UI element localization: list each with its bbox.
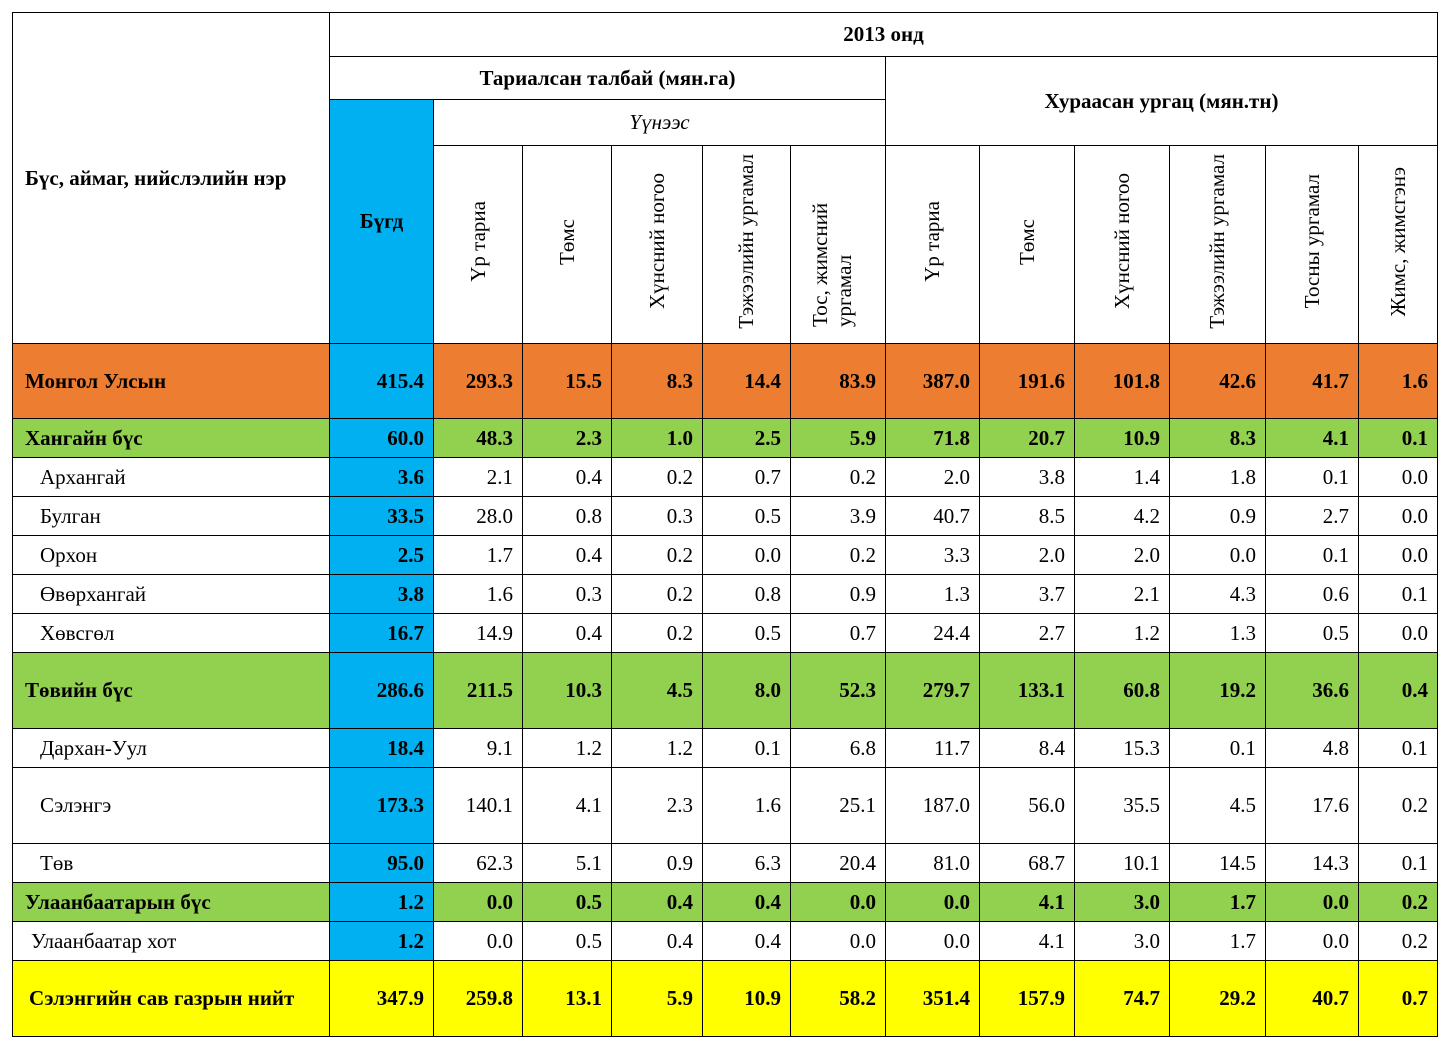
value-cell: 13.1 <box>523 961 612 1037</box>
value-cell: 14.9 <box>434 614 523 653</box>
value-cell: 1.8 <box>1170 458 1266 497</box>
value-cell: 0.5 <box>523 922 612 961</box>
value-cell: 0.1 <box>1359 419 1438 458</box>
table-row <box>13 344 1438 419</box>
crop-column-header <box>791 146 886 344</box>
value-cell: 0.5 <box>703 497 791 536</box>
value-cell: 28.0 <box>434 497 523 536</box>
value-cell: 0.4 <box>612 883 703 922</box>
value-cell: 0.0 <box>1359 536 1438 575</box>
total-cell: 16.7 <box>330 614 434 653</box>
value-cell: 1.0 <box>612 419 703 458</box>
value-cell: 1.7 <box>1170 883 1266 922</box>
value-cell: 0.4 <box>703 883 791 922</box>
value-cell: 0.6 <box>1266 575 1359 614</box>
value-cell: 191.6 <box>980 344 1075 419</box>
value-cell: 4.1 <box>980 883 1075 922</box>
value-cell: 1.3 <box>1170 614 1266 653</box>
value-cell: 6.3 <box>703 844 791 883</box>
value-cell: 6.8 <box>791 729 886 768</box>
value-cell: 15.5 <box>523 344 612 419</box>
value-cell: 0.4 <box>1359 653 1438 729</box>
crop-column-header <box>886 146 980 344</box>
value-cell: 36.6 <box>1266 653 1359 729</box>
value-cell: 0.7 <box>703 458 791 497</box>
value-cell: 0.5 <box>1266 614 1359 653</box>
value-cell: 4.1 <box>523 768 612 844</box>
value-cell: 0.2 <box>791 536 886 575</box>
value-cell: 11.7 <box>886 729 980 768</box>
value-cell: 3.0 <box>1075 922 1170 961</box>
value-cell: 56.0 <box>980 768 1075 844</box>
value-cell: 0.8 <box>523 497 612 536</box>
value-cell: 1.3 <box>886 575 980 614</box>
row-label: Орхон <box>13 536 330 575</box>
value-cell: 2.0 <box>886 458 980 497</box>
row-label: Төвийн бүс <box>13 653 330 729</box>
total-cell: 347.9 <box>330 961 434 1037</box>
sown-area-header: Тариалсан талбай (мян.га) <box>330 57 886 100</box>
value-cell: 2.7 <box>980 614 1075 653</box>
crop-column-header <box>703 146 791 344</box>
crop-column-header <box>980 146 1075 344</box>
value-cell: 2.7 <box>1266 497 1359 536</box>
value-cell: 0.3 <box>612 497 703 536</box>
value-cell: 4.5 <box>1170 768 1266 844</box>
value-cell: 4.1 <box>980 922 1075 961</box>
value-cell: 1.7 <box>434 536 523 575</box>
value-cell: 8.0 <box>703 653 791 729</box>
data-rows <box>13 344 1438 1037</box>
value-cell: 0.2 <box>612 614 703 653</box>
value-cell: 40.7 <box>1266 961 1359 1037</box>
value-cell: 74.7 <box>1075 961 1170 1037</box>
value-cell: 140.1 <box>434 768 523 844</box>
crop-column-label: Хүнсний ногоо <box>644 173 669 310</box>
crop-column-label: Үр тариа <box>920 201 945 282</box>
value-cell: 2.1 <box>1075 575 1170 614</box>
value-cell: 211.5 <box>434 653 523 729</box>
total-cell: 1.2 <box>330 922 434 961</box>
value-cell: 2.1 <box>434 458 523 497</box>
value-cell: 8.3 <box>612 344 703 419</box>
table-row <box>13 883 1438 922</box>
table-row <box>13 844 1438 883</box>
row-label: Сэлэнгэ <box>13 768 330 844</box>
value-cell: 0.9 <box>612 844 703 883</box>
value-cell: 2.3 <box>612 768 703 844</box>
value-cell: 0.2 <box>1359 922 1438 961</box>
value-cell: 0.3 <box>523 575 612 614</box>
crop-statistics-table <box>12 12 1438 1037</box>
value-cell: 0.0 <box>791 883 886 922</box>
value-cell: 1.6 <box>703 768 791 844</box>
value-cell: 15.3 <box>1075 729 1170 768</box>
value-cell: 3.8 <box>980 458 1075 497</box>
value-cell: 83.9 <box>791 344 886 419</box>
value-cell: 4.2 <box>1075 497 1170 536</box>
value-cell: 101.8 <box>1075 344 1170 419</box>
value-cell: 42.6 <box>1170 344 1266 419</box>
value-cell: 10.3 <box>523 653 612 729</box>
value-cell: 0.0 <box>434 883 523 922</box>
table-row <box>13 497 1438 536</box>
row-label: Хангайн бүс <box>13 419 330 458</box>
table-row <box>13 458 1438 497</box>
value-cell: 187.0 <box>886 768 980 844</box>
value-cell: 1.4 <box>1075 458 1170 497</box>
value-cell: 52.3 <box>791 653 886 729</box>
value-cell: 0.4 <box>612 922 703 961</box>
value-cell: 8.4 <box>980 729 1075 768</box>
value-cell: 259.8 <box>434 961 523 1037</box>
value-cell: 0.2 <box>612 458 703 497</box>
value-cell: 0.4 <box>523 536 612 575</box>
value-cell: 20.7 <box>980 419 1075 458</box>
value-cell: 40.7 <box>886 497 980 536</box>
row-label: Булган <box>13 497 330 536</box>
value-cell: 8.5 <box>980 497 1075 536</box>
value-cell: 0.7 <box>791 614 886 653</box>
value-cell: 0.5 <box>523 883 612 922</box>
value-cell: 279.7 <box>886 653 980 729</box>
value-cell: 24.4 <box>886 614 980 653</box>
value-cell: 60.8 <box>1075 653 1170 729</box>
crop-column-header <box>523 146 612 344</box>
value-cell: 3.7 <box>980 575 1075 614</box>
value-cell: 0.0 <box>1359 458 1438 497</box>
value-cell: 0.0 <box>886 883 980 922</box>
value-cell: 0.0 <box>434 922 523 961</box>
value-cell: 2.0 <box>980 536 1075 575</box>
value-cell: 0.2 <box>1359 883 1438 922</box>
crop-column-header <box>1359 146 1438 344</box>
value-cell: 1.6 <box>1359 344 1438 419</box>
value-cell: 1.7 <box>1170 922 1266 961</box>
crop-column-header <box>1075 146 1170 344</box>
crop-column-header <box>1266 146 1359 344</box>
value-cell: 3.3 <box>886 536 980 575</box>
value-cell: 0.1 <box>1266 536 1359 575</box>
crop-column-label: Тосны ургамал <box>1299 174 1324 309</box>
value-cell: 1.2 <box>612 729 703 768</box>
table-row <box>13 419 1438 458</box>
table-row <box>13 614 1438 653</box>
harvest-header: Хураасан ургац (мян.тн) <box>886 57 1438 146</box>
value-cell: 25.1 <box>791 768 886 844</box>
value-cell: 81.0 <box>886 844 980 883</box>
value-cell: 10.9 <box>703 961 791 1037</box>
crop-column-header <box>612 146 703 344</box>
value-cell: 17.6 <box>1266 768 1359 844</box>
value-cell: 0.4 <box>523 614 612 653</box>
value-cell: 0.2 <box>791 458 886 497</box>
value-cell: 3.9 <box>791 497 886 536</box>
crop-column-label: Хүнсний ногоо <box>1109 173 1134 310</box>
value-cell: 0.0 <box>1170 536 1266 575</box>
value-cell: 19.2 <box>1170 653 1266 729</box>
value-cell: 0.0 <box>791 922 886 961</box>
value-cell: 0.9 <box>1170 497 1266 536</box>
table-row <box>13 653 1438 729</box>
value-cell: 157.9 <box>980 961 1075 1037</box>
region-header: Бүс, аймаг, нийслэлийн нэр <box>13 13 330 344</box>
value-cell: 0.1 <box>1359 575 1438 614</box>
row-label: Төв <box>13 844 330 883</box>
table-row <box>13 575 1438 614</box>
of-which-header: Үүнээс <box>434 100 886 146</box>
total-cell: 3.8 <box>330 575 434 614</box>
total-cell: 33.5 <box>330 497 434 536</box>
row-label: Сэлэнгийн сав газрын нийт <box>13 961 330 1037</box>
row-label: Улаанбаатарын бүс <box>13 883 330 922</box>
total-cell: 3.6 <box>330 458 434 497</box>
value-cell: 41.7 <box>1266 344 1359 419</box>
value-cell: 0.0 <box>1266 922 1359 961</box>
total-cell: 1.2 <box>330 883 434 922</box>
value-cell: 4.1 <box>1266 419 1359 458</box>
crop-column-header <box>434 146 523 344</box>
value-cell: 1.2 <box>523 729 612 768</box>
value-cell: 4.8 <box>1266 729 1359 768</box>
crop-column-label: Тэжээлийн ургамал <box>734 154 759 329</box>
year-header: 2013 онд <box>330 13 1438 57</box>
value-cell: 0.1 <box>1170 729 1266 768</box>
total-cell: 286.6 <box>330 653 434 729</box>
value-cell: 0.9 <box>791 575 886 614</box>
value-cell: 0.7 <box>1359 961 1438 1037</box>
value-cell: 5.9 <box>612 961 703 1037</box>
row-label: Дархан-Уул <box>13 729 330 768</box>
row-label: Хөвсгөл <box>13 614 330 653</box>
table-row <box>13 922 1438 961</box>
value-cell: 14.4 <box>703 344 791 419</box>
value-cell: 14.5 <box>1170 844 1266 883</box>
value-cell: 0.2 <box>612 575 703 614</box>
value-cell: 133.1 <box>980 653 1075 729</box>
value-cell: 0.2 <box>612 536 703 575</box>
total-cell: 18.4 <box>330 729 434 768</box>
row-label: Өвөрхангай <box>13 575 330 614</box>
value-cell: 387.0 <box>886 344 980 419</box>
crop-column-label: Үр тариа <box>465 201 490 282</box>
value-cell: 0.2 <box>1359 768 1438 844</box>
value-cell: 62.3 <box>434 844 523 883</box>
row-label: Архангай <box>13 458 330 497</box>
value-cell: 9.1 <box>434 729 523 768</box>
value-cell: 0.4 <box>523 458 612 497</box>
value-cell: 1.6 <box>434 575 523 614</box>
value-cell: 0.8 <box>703 575 791 614</box>
value-cell: 0.0 <box>886 922 980 961</box>
value-cell: 58.2 <box>791 961 886 1037</box>
value-cell: 0.1 <box>1359 844 1438 883</box>
crop-column-label: Төмс <box>554 218 579 265</box>
value-cell: 2.5 <box>703 419 791 458</box>
value-cell: 0.1 <box>1266 458 1359 497</box>
value-cell: 1.2 <box>1075 614 1170 653</box>
value-cell: 0.1 <box>1359 729 1438 768</box>
table-row <box>13 961 1438 1037</box>
value-cell: 48.3 <box>434 419 523 458</box>
crop-column-label: Жимс, жимсгэнэ <box>1385 166 1410 317</box>
value-cell: 351.4 <box>886 961 980 1037</box>
value-cell: 0.5 <box>703 614 791 653</box>
total-cell: 2.5 <box>330 536 434 575</box>
table-row <box>13 536 1438 575</box>
value-cell: 2.0 <box>1075 536 1170 575</box>
value-cell: 14.3 <box>1266 844 1359 883</box>
value-cell: 8.3 <box>1170 419 1266 458</box>
value-cell: 0.0 <box>703 536 791 575</box>
value-cell: 3.0 <box>1075 883 1170 922</box>
value-cell: 5.9 <box>791 419 886 458</box>
value-cell: 0.1 <box>703 729 791 768</box>
value-cell: 4.3 <box>1170 575 1266 614</box>
crop-column-header <box>1170 146 1266 344</box>
value-cell: 4.5 <box>612 653 703 729</box>
total-cell: 415.4 <box>330 344 434 419</box>
value-cell: 0.0 <box>1359 497 1438 536</box>
value-cell: 0.0 <box>1359 614 1438 653</box>
value-cell: 68.7 <box>980 844 1075 883</box>
value-cell: 5.1 <box>523 844 612 883</box>
value-cell: 29.2 <box>1170 961 1266 1037</box>
value-cell: 20.4 <box>791 844 886 883</box>
table-row <box>13 729 1438 768</box>
value-cell: 2.3 <box>523 419 612 458</box>
total-header: Бүгд <box>330 100 434 344</box>
total-cell: 95.0 <box>330 844 434 883</box>
value-cell: 71.8 <box>886 419 980 458</box>
total-cell: 60.0 <box>330 419 434 458</box>
value-cell: 10.1 <box>1075 844 1170 883</box>
value-cell: 10.9 <box>1075 419 1170 458</box>
value-cell: 293.3 <box>434 344 523 419</box>
value-cell: 0.0 <box>1266 883 1359 922</box>
row-label: Монгол Улсын <box>13 344 330 419</box>
crop-column-label: Тэжээлийн ургамал <box>1205 154 1230 329</box>
table-row <box>13 768 1438 844</box>
value-cell: 0.4 <box>703 922 791 961</box>
crop-column-label: Төмс <box>1014 218 1039 265</box>
crop-column-label: Тос, жимсний ургамал <box>808 202 857 327</box>
value-cell: 35.5 <box>1075 768 1170 844</box>
total-cell: 173.3 <box>330 768 434 844</box>
row-label: Улаанбаатар хот <box>13 922 330 961</box>
